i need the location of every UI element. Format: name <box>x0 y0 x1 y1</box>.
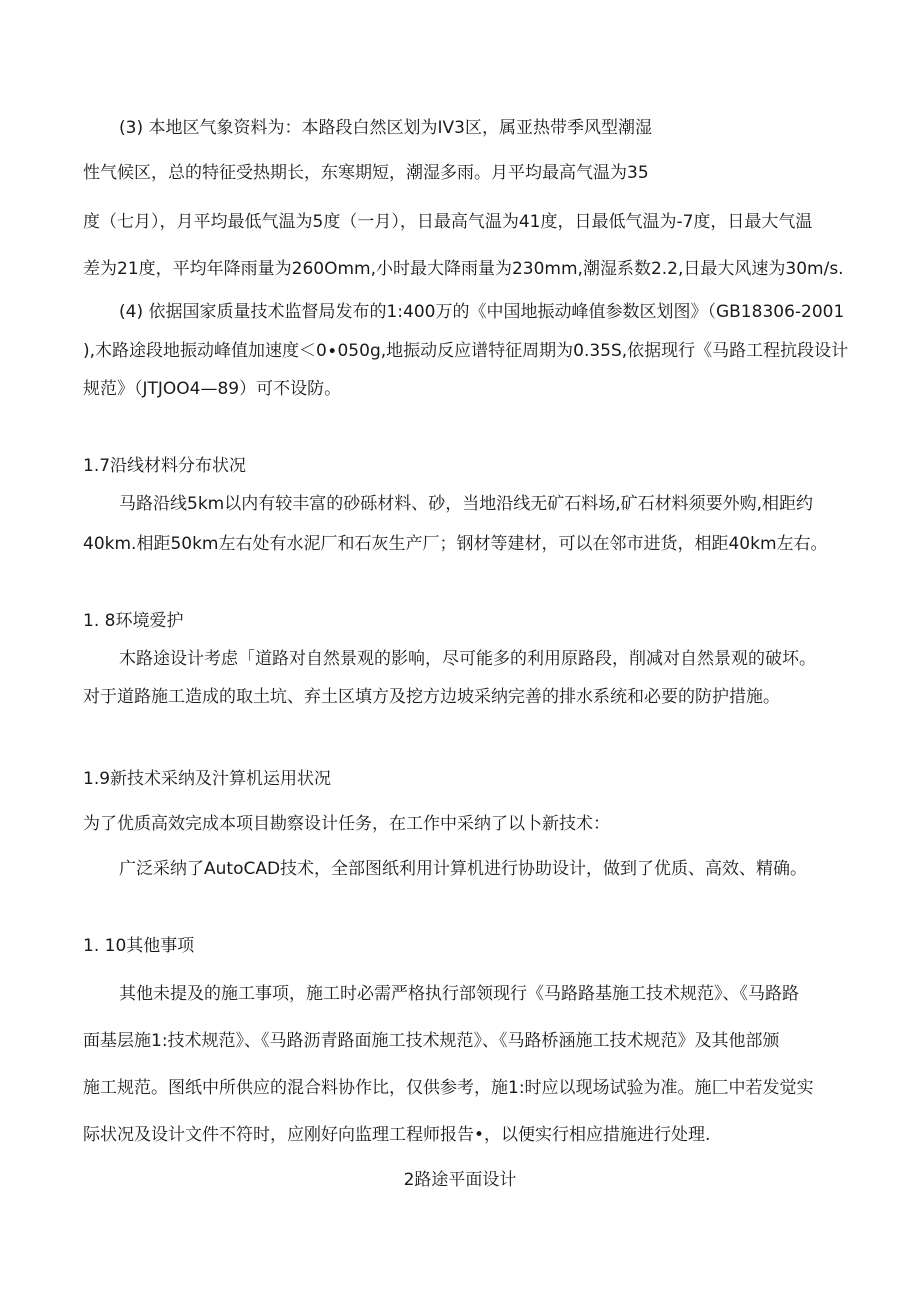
section-1-8-line-2: 对于道路施工造成的取土坑、弃土区填方及挖方边坡采纳完善的排水系统和必要的防护措施。 <box>83 687 780 707</box>
paragraph-3-line-2: 性气候区，总的特征受热期长，东寒期短，潮湿多雨。月平均最高气温为35 <box>83 163 649 183</box>
paragraph-3-line-4: 差为21度，平均年降雨量为260Omm,小时最大降雨量为230mm,潮湿系数2.2,日最大风速为30m/s. <box>83 259 844 279</box>
section-1-10-line-4: 际状况及设计文件不符时，应刚好向监理工程师报告•，以便实行相应措施进行处理. <box>83 1125 711 1145</box>
section-1-9-line-2: 广泛采纳了AutoCAD技术，全部图纸利用计算机进行协助设计，做到了优质、高效、精确。 <box>119 859 808 879</box>
section-1-10-heading: 1. 10其他事项 <box>83 936 195 956</box>
section-1-9-heading: 1.9新技术采纳及汁算机运用状况 <box>83 769 332 789</box>
paragraph-3-line-1: (3) 本地区气象资料为：本路段白然区划为IV3区，属亚热带季风型潮湿 <box>119 118 652 138</box>
section-1-9-line-1: 为了优质高效完成本项目勘察设计任务，在工作中采纳了以卜新技术： <box>83 814 610 834</box>
paragraph-4-line-2: ),木路途段地振动峰值加速度＜0∙050g,地振动反应谱特征周期为0.35S,依据现行《马路工程抗段设计 <box>83 341 849 361</box>
paragraph-4-line-1: (4) 依据国家质量技术监督局发布的1:400万的《中国地振动峰值参数区划图》（GB18306-2001 <box>119 302 845 322</box>
paragraph-3-line-3: 度（七月），月平均最低气温为5度（一月），日最高气温为41度，日最低气温为-7度，日最大气温 <box>83 212 813 232</box>
section-1-7-line-2: 40km.相距50km左右处有水泥厂和石灰生产厂；钢材等建材，可以在邻市进货，相距40km左右。 <box>83 534 828 554</box>
section-1-8-heading: 1. 8环境爱护 <box>83 611 184 631</box>
chapter-2-heading: 2路途平面设计 <box>403 1170 517 1190</box>
paragraph-4-line-3: 规范》（JTJOO4—89）可不设防。 <box>83 379 342 399</box>
section-1-8-line-1: 木路途设计考虑「道路对自然景观的影响，尽可能多的利用原路段，削减对自然景观的破坏。 <box>119 649 816 669</box>
section-1-7-heading: 1.7沿线材料分布状况 <box>83 456 247 476</box>
section-1-10-line-2: 面基层施1:技术规范》、《马路沥青路面施工技术规范》、《马路桥涵施工技术规范》及其他部颁 <box>83 1031 780 1051</box>
section-1-10-line-1: 其他未提及的施工事项，施工时必需严格执行部领现行《马路路基施工技术规范》、《马路路 <box>119 984 799 1004</box>
section-1-10-line-3: 施工规范。图纸中所供应的混合料协作比，仅供参考，施1:时应以现场试验为准。施匚中若发觉实 <box>83 1078 814 1098</box>
section-1-7-line-1: 马路沿线5km以内有较丰富的砂砾材料、砂，当地沿线无矿石料场,矿石材料须要外购,相距约 <box>119 494 814 514</box>
